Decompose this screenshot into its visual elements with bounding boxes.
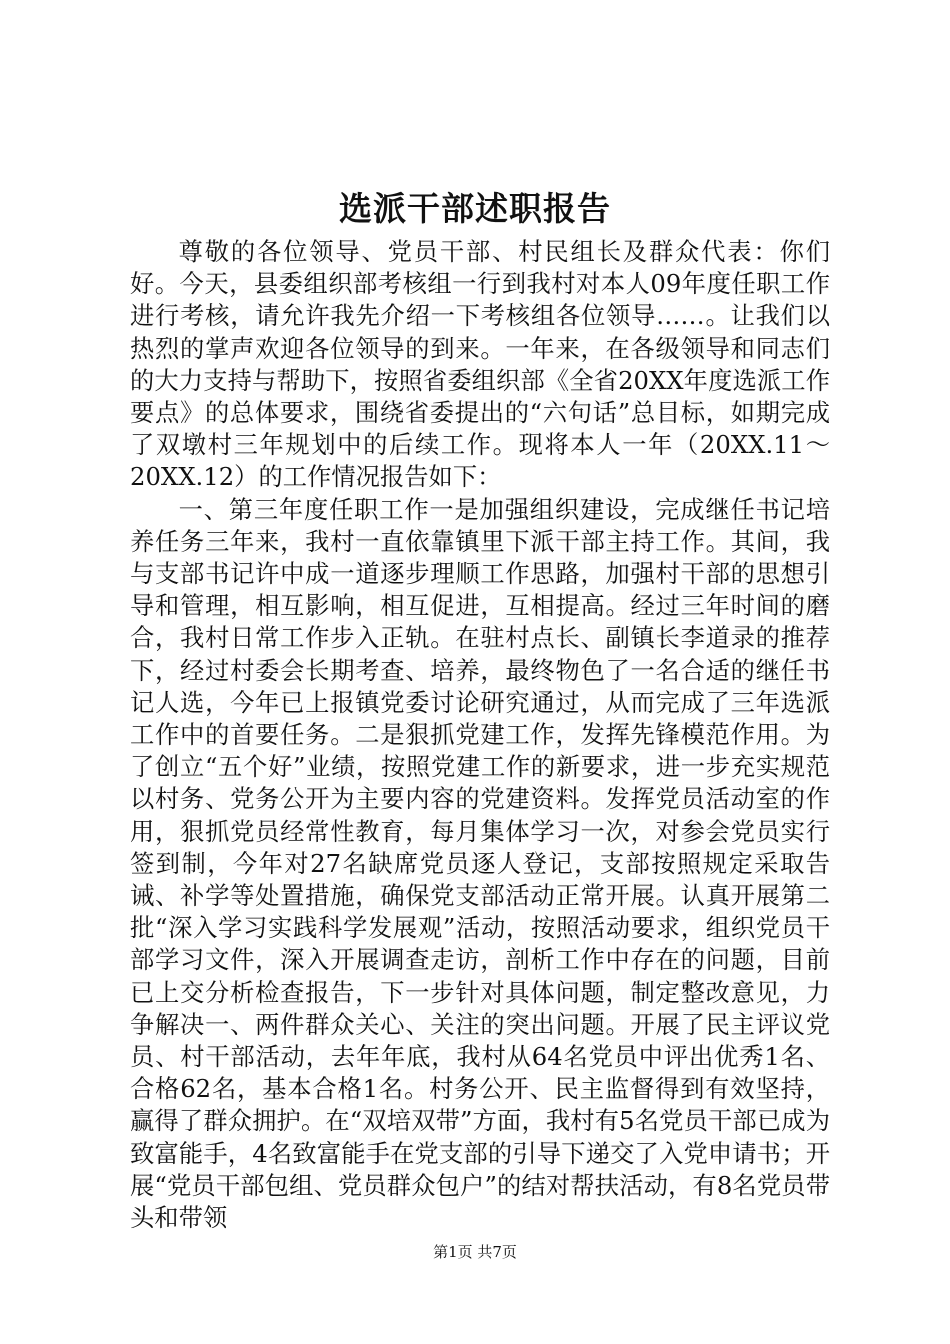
document-body (130, 236, 830, 1234)
paragraph-intro: 尊敬的各位领导、党员干部、村民组长及群众代表：你们好。今天，县委组织部考核组一行到我村对本人09年度任职工作进行考核，请允许我先介绍一下考核组各位领导……。让我们以热烈的掌声欢迎各位领导的到来。一年来，在各级领导和同志们的大力支持与帮助下，按照省委组织部《全省20XX年度选派工作要点》的总体要求，围绕省委提出的“六句话”总目标，如期完成了双墩村三年规划中的后续工作。现将本人一年（20XX.11～20XX.12）的工作情况报告如下： (130, 237, 830, 492)
paragraph-section-one: 一、第三年度任职工作一是加强组织建设，完成继任书记培养任务三年来，我村一直依靠镇里下派干部主持工作。其间，我与支部书记许中成一道逐步理顺工作思路，加强村干部的思想引导和管理，相互影响，相互促进，互相提高。经过三年时间的磨合，我村日常工作步入正轨。在驻村点长、副镇长李道录的推荐下，经过村委会长期考查、培养，最终物色了一名合适的继任书记人选，今年已上报镇党委讨论研究通过，从而完成了三年选派工作中的首要任务。二是狠抓党建工作，发挥先锋模范作用。为了创立“五个好”业绩，按照党建工作的新要求，进一步充实规范以村务、党务公开为主要内容的党建资料。发挥党员活动室的作用，狠抓党员经常性教育，每月集体学习一次，对参会党员实行签到制，今年对27名缺席党员逐人登记，支部按照规定采取告诫、补学等处置措施，确保党支部活动正常开展。认真开展第二批“深入学习实践科学发展观”活动，按照活动要求，组织党员干部学习文件，深入开展调查走访，剖析工作中存在的问题，目前已上交分析检查报告，下一步针对具体问题，制定整改意见，力争解决一、两件群众关心、关注的突出问题。开展了民主评议党员、村干部活动，去年年底，我村从64名党员中评出优秀1名、合格62名，基本合格1名。村务公开、民主监督得到有效坚持，赢得了群众拥护。在“双培双带”方面，我村有5名党员干部已成为致富能手，4名致富能手在党支部的引导下递交了入党申请书；开展“党员干部包组、党员群众包户”的结对帮扶活动，有8名党员带头和带领 (130, 494, 830, 1233)
page-number-footer: 第1页 共7页 (433, 1243, 517, 1261)
document-title: 选派干部述职报告 (339, 189, 611, 228)
